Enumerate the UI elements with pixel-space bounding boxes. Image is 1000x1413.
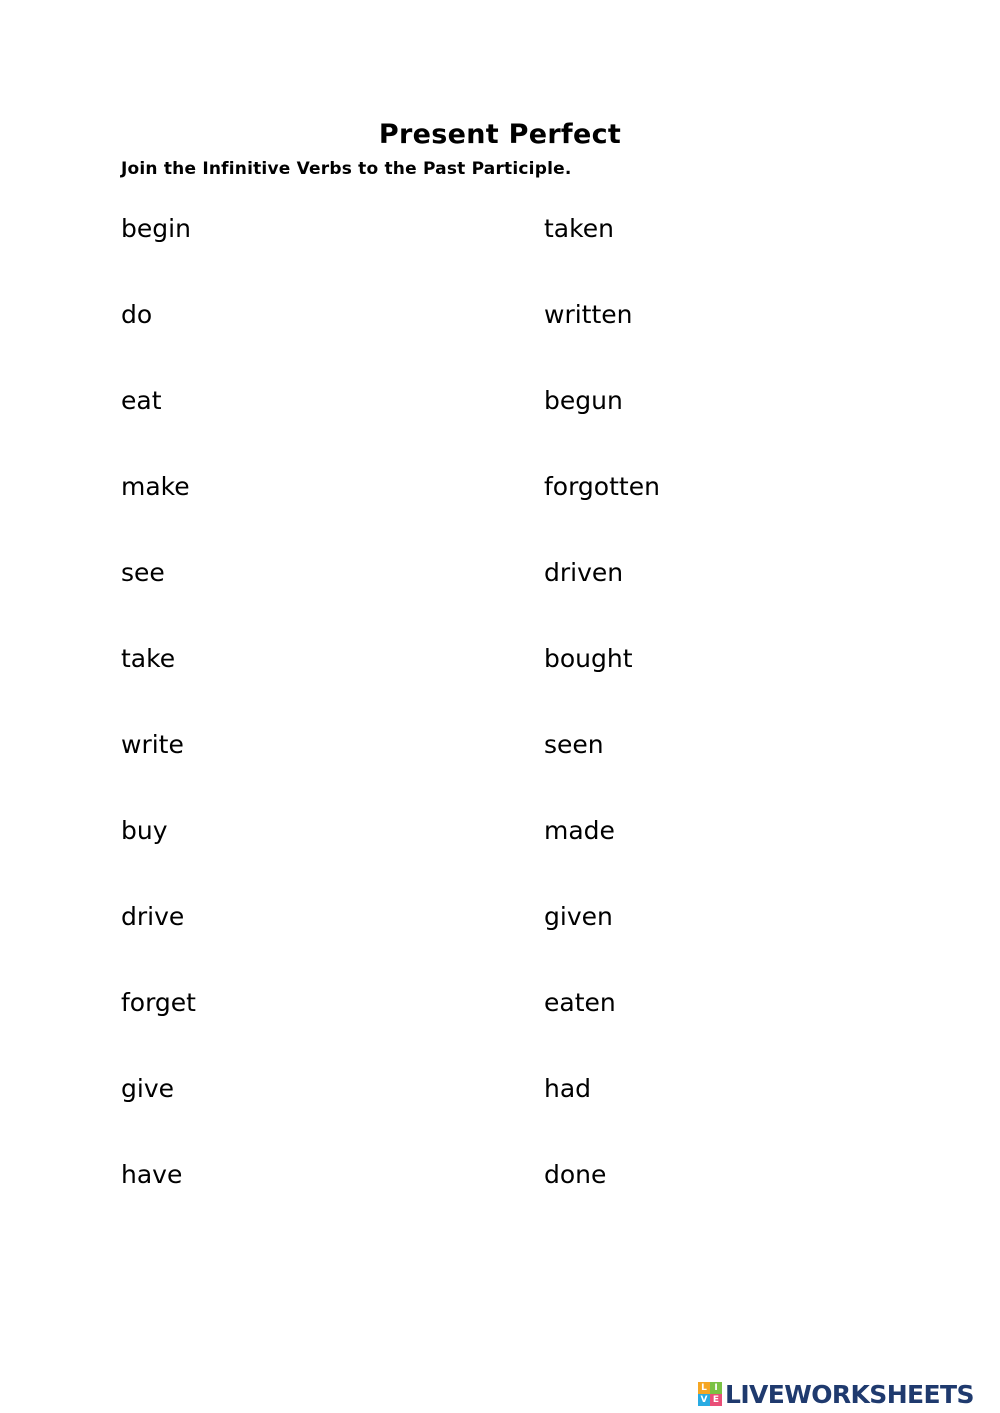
participle-item[interactable]: written: [544, 300, 633, 329]
infinitive-item[interactable]: see: [121, 558, 165, 587]
logo-mark-letter: E: [710, 1394, 722, 1406]
participle-item[interactable]: eaten: [544, 988, 616, 1017]
participle-item[interactable]: driven: [544, 558, 624, 587]
infinitive-item[interactable]: give: [121, 1074, 174, 1103]
logo-mark-letter: I: [710, 1382, 722, 1394]
participle-item[interactable]: given: [544, 902, 613, 931]
infinitive-item[interactable]: eat: [121, 386, 162, 415]
infinitive-item[interactable]: have: [121, 1160, 183, 1189]
instruction-text: Join the Infinitive Verbs to the Past Participle.: [121, 159, 572, 179]
participle-item[interactable]: made: [544, 816, 615, 845]
participle-item[interactable]: bought: [544, 644, 633, 673]
infinitive-item[interactable]: write: [121, 730, 184, 759]
liveworksheets-logo: [698, 1378, 974, 1410]
infinitive-item[interactable]: begin: [121, 214, 191, 243]
infinitive-item[interactable]: take: [121, 644, 176, 673]
infinitive-item[interactable]: forget: [121, 988, 196, 1017]
participle-item[interactable]: done: [544, 1160, 607, 1189]
logo-mark-letter: L: [698, 1382, 710, 1394]
logo-wordmark: LIVEWORKSHEETS: [725, 1379, 974, 1409]
infinitive-item[interactable]: do: [121, 300, 153, 329]
logo-mark-letter: V: [698, 1394, 710, 1406]
participle-item[interactable]: begun: [544, 386, 623, 415]
participle-item[interactable]: forgotten: [544, 472, 660, 501]
participle-item[interactable]: had: [544, 1074, 592, 1103]
participle-item[interactable]: seen: [544, 730, 604, 759]
infinitive-item[interactable]: buy: [121, 816, 168, 845]
infinitive-item[interactable]: make: [121, 472, 190, 501]
infinitive-item[interactable]: drive: [121, 902, 185, 931]
participle-item[interactable]: taken: [544, 214, 614, 243]
page-title: Present Perfect: [378, 119, 622, 150]
logo-mark-icon: [698, 1382, 722, 1406]
